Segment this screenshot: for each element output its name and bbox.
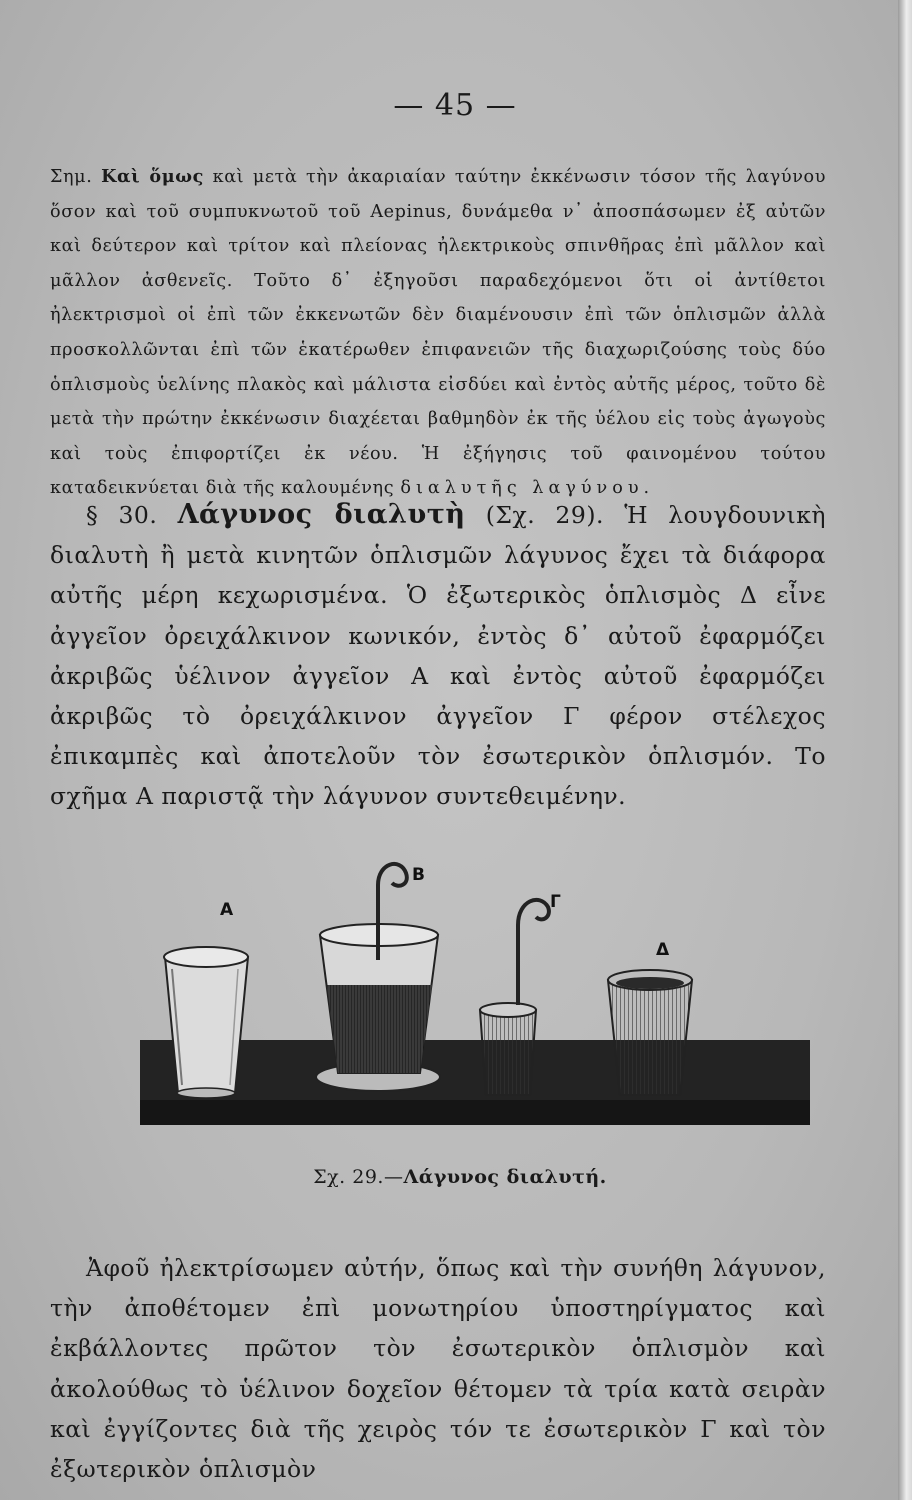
leyden-jar-illustration [120, 845, 820, 1135]
label-d: Δ [656, 940, 670, 960]
caption-title: Λάγυνος διαλυτή. [403, 1166, 607, 1188]
label-g: Γ [550, 892, 561, 912]
paragraph-text: Ἀφοῦ ἠλεκτρίσωμεν αὐτήν, ὅπως καὶ τὴν συνήθη λάγυνον, τὴν ἀποθέτομεν ἐπὶ μονωτηρίου ὑποστηρίγματος καὶ ἐκβάλλοντες πρῶτον τὸν ἐσωτερικὸν ὁπλισμὸν καὶ ἀκολούθως τὸ ὑέλινον δοχεῖον θέτομεν τὰ τρία κατὰ σειρὰν καὶ ἐγγίζοντες διὰ τῆς χειρὸς τόν τε ἐσωτερικὸν Γ καὶ τὸν ἐξωτερικὸν ὁπλισμὸν [50, 1254, 826, 1484]
figure-29 [120, 845, 820, 1135]
section-title: Λάγυνος διαλυτὴ [177, 499, 466, 530]
outer-brass-vessel-d [608, 970, 692, 1095]
section-figure-ref: (Σχ. 29). [485, 501, 604, 529]
section-30 [50, 495, 826, 817]
table-front [140, 1100, 810, 1125]
glass-vessel-a [164, 947, 248, 1098]
body-paragraph [50, 1248, 826, 1489]
section-number: § 30. [86, 501, 158, 529]
figure-caption [200, 1166, 720, 1188]
label-b: Β [412, 865, 425, 885]
page-number: — 45 — [393, 88, 517, 123]
section-text: Ἡ λουγδουνικὴ διαλυτὴ ἢ μετὰ κινητῶν ὁπλισμῶν λάγυνος ἔχει τὰ διάφορα αὐτῆς μέρη κεχωρισμένα. Ὁ ἐξωτερικὸς ὁπλισμὸς Δ εἶνε ἀγγεῖον ὀρειχάλκινον κωνικόν, ἐντὸς δ᾽ αὐτοῦ ἐφαρμόζει ἀκριβῶς ὑέλινον ἀγγεῖον Α καὶ ἐντὸς αὐτοῦ ἐφαρμόζει ἀκριβῶς τὸ ὀρειχάλκινον ἀγγεῖον Γ φέρον στέλεχος ἐπικαμπὲς καὶ ἀποτελοῦν τὸν ἐσωτερικὸν ὁπλισμόν. Το σχῆμα Α παριστᾷ τὴν λάγυνον συντεθειμένην. [50, 501, 826, 811]
note-spaced-term: διαλυτῆς λαγύνου. [400, 478, 655, 499]
label-a: Α [220, 900, 234, 920]
note-label: Σημ. [50, 167, 93, 187]
caption-ref: Σχ. 29.— [313, 1166, 404, 1188]
footnote-block [50, 160, 826, 506]
note-text: καὶ μετὰ τὴν ἀκαριαίαν ταύτην ἐκκένωσιν τόσον τῆς λαγύνου ὅσον καὶ τοῦ συμπυκνωτοῦ τοῦ Aepinus, δυνάμεθα ν᾽ ἀποσπάσωμεν ἐξ αὐτῶν καὶ δεύτερον καὶ τρίτον καὶ πλείονας ἠλεκτρικοὺς σπινθῆρας ἐπὶ μᾶλλον καὶ μᾶλλον ἀσθενεῖς. Τοῦτο δ᾽ ἐξηγοῦσι παραδεχόμενοι ὅτι οἱ ἀντίθετοι ἠλεκτρισμοὶ οἱ ἐπὶ τῶν ἐκκενωτῶν δὲν διαμένουσιν ἐπὶ τῶν ὁπλισμῶν ἀλλὰ προσκολλῶνται ἐπὶ τῶν ἑκατέρωθεν ἐπιφανειῶν τῆς διαχωριζούσης τοὺς δύο ὁπλισμοὺς ὑελίνης πλακὸς καὶ μάλιστα εἰσδύει καὶ ἐντὸς αὐτῆς μέρος, τοῦτο δὲ μετὰ τὴν πρώτην ἐκκένωσιν διαχέεται βαθμηδὸν ἐκ τῆς ὑέλου εἰς τοὺς ἀγωγοὺς καὶ τοὺς ἐπιφορτίζει ἐκ νέου. Ἡ ἐξήγησις τοῦ φαινομένου τούτου καταδεικνύεται διὰ τῆς καλουμένης [50, 167, 826, 499]
note-lead: Καὶ ὅμως [101, 166, 204, 187]
page-edge [898, 0, 912, 1500]
